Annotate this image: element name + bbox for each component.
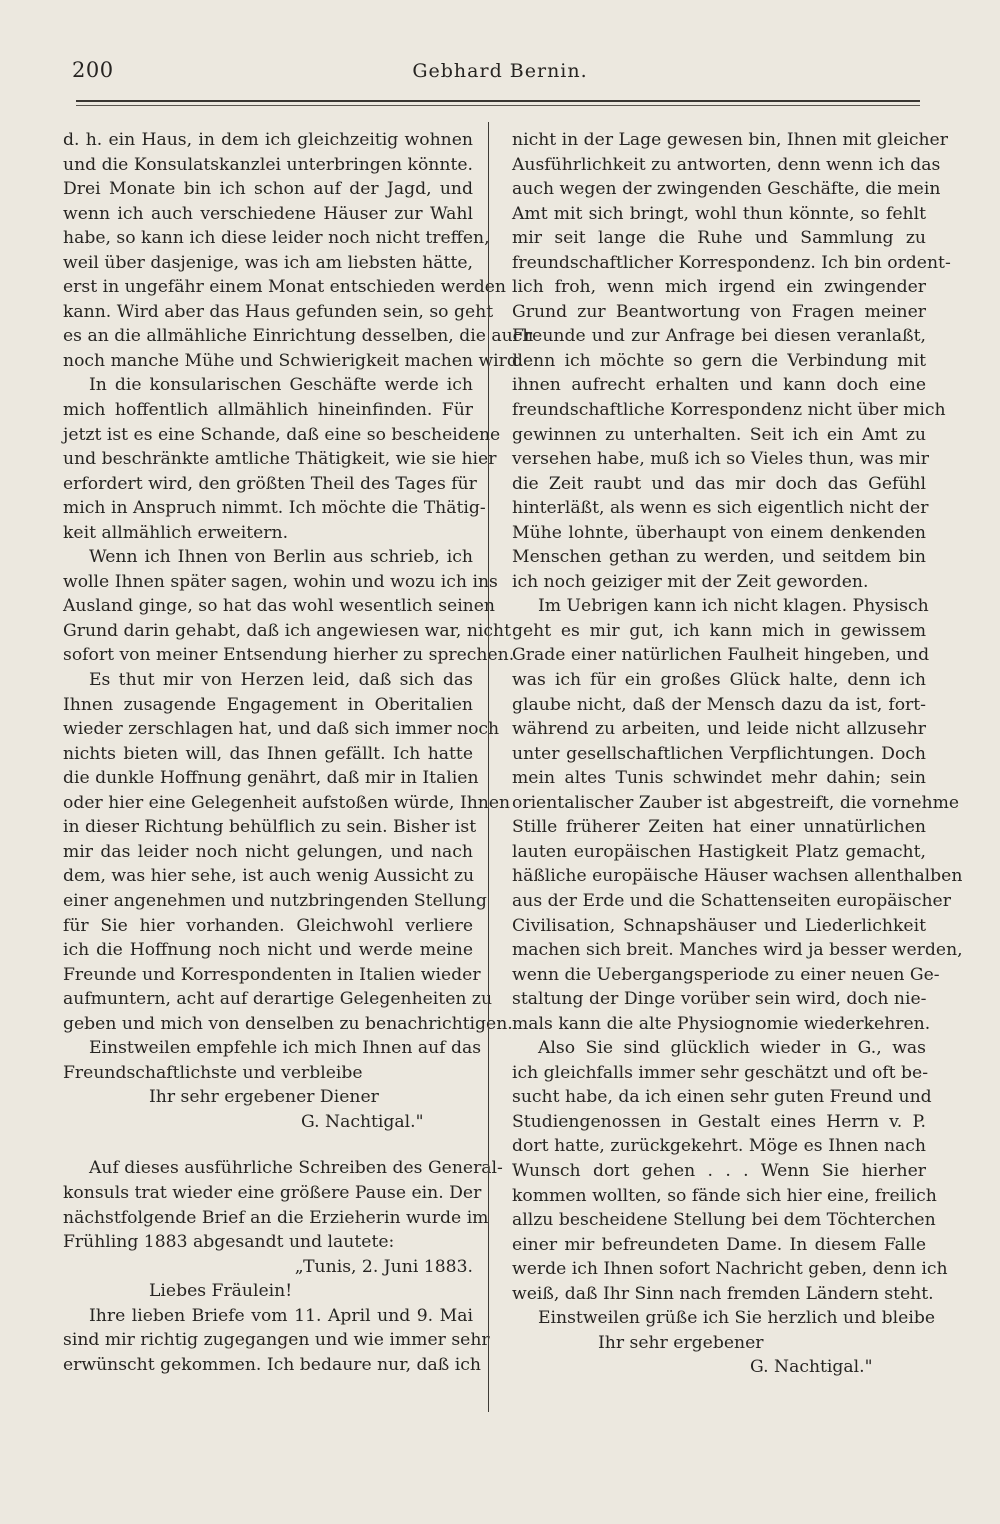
text-line: jetzt ist es eine Schande, daß eine so bescheidene	[63, 424, 501, 445]
text-line: keit allmählich erweitern.	[63, 522, 289, 543]
text-line: Wenn ich Ihnen von Berlin aus schrieb, ich	[89, 547, 473, 568]
text-line: lich froh, wenn mich irgend ein zwingender	[512, 277, 926, 298]
page-header	[72, 58, 928, 94]
text-line: Freunde und zur Anfrage bei diesen veranlaßt,	[512, 326, 926, 347]
text-line: Menschen gethan zu werden, und seitdem bin	[512, 547, 926, 568]
text-line: Freunde und Korrespondenten in Italien wieder	[63, 964, 481, 985]
text-line: noch manche Mühe und Schwierigkeit machen wird.	[63, 350, 524, 371]
text-line: einer mir befreundeten Dame. In diesem Falle	[512, 1234, 926, 1255]
text-line: gewinnen zu unterhalten. Seit ich ein Amt zu	[512, 424, 926, 445]
text-line: mals kann die alte Physiognomie wiederkehren.	[512, 1013, 931, 1034]
text-line: mein altes Tunis schwindet mehr dahin; sein	[512, 768, 926, 789]
text-line: ich noch geiziger mit der Zeit geworden.	[512, 571, 869, 592]
text-line: Grund zur Beantwortung von Fragen meiner	[512, 301, 926, 322]
text-line: denn ich möchte so gern die Verbindung mit	[512, 350, 926, 371]
text-line: nicht in der Lage gewesen bin, Ihnen mit gleicher	[512, 130, 948, 150]
text-line: ich gleichfalls immer sehr geschätzt und oft be-	[512, 1062, 929, 1083]
text-line: G. Nachtigal."	[301, 1111, 424, 1132]
text-line: wieder zerschlagen hat, und daß sich immer noch	[63, 719, 500, 740]
text-line: und die Konsulatskanzlei unterbringen könnte.	[63, 154, 473, 175]
text-line: Ihnen zusagende Engagement in Oberitalien	[63, 694, 473, 715]
text-line: orientalischer Zauber ist abgestreift, die vornehme	[512, 792, 960, 813]
text-line: Grade einer natürlichen Faulheit hingeben, und	[512, 645, 930, 666]
text-line: Ihr sehr ergebener Diener	[149, 1087, 379, 1108]
text-line: unter gesellschaftlichen Verpflichtungen. Doch	[512, 743, 926, 764]
text-line: Ihre lieben Briefe vom 11. April und 9. Mai	[89, 1305, 473, 1326]
text-line: Also Sie sind glücklich wieder in G., was	[538, 1038, 926, 1059]
text-line: aufmuntern, acht auf derartige Gelegenheiten zu	[63, 989, 493, 1010]
text-line: geht es mir gut, ich kann mich in gewissem	[512, 620, 926, 641]
text-line: Freundschaftlichste und verbleibe	[63, 1062, 363, 1083]
text-line: und beschränkte amtliche Thätigkeit, wie sie hier	[63, 449, 497, 470]
text-line: machen sich breit. Manches wird ja besser werden,	[512, 940, 963, 961]
text-line: die Zeit raubt und das mir doch das Gefühl	[512, 473, 926, 494]
text-line: für Sie hier vorhanden. Gleichwohl verliere	[63, 915, 473, 936]
text-line: freundschaftliche Korrespondenz nicht über mich	[512, 400, 946, 421]
page-number: 200	[72, 58, 114, 82]
text-line: In die konsularischen Geschäfte werde ich	[89, 375, 473, 396]
text-line: d. h. ein Haus, in dem ich gleichzeitig wohnen	[63, 130, 473, 150]
text-line: kann. Wird aber das Haus gefunden sein, so geht	[63, 301, 494, 322]
text-line: Mühe lohnte, überhaupt von einem denkenden	[512, 522, 926, 543]
text-line: sind mir richtig zugegangen und wie immer sehr	[63, 1330, 490, 1351]
text-line: Einstweilen grüße ich Sie herzlich und bleibe	[538, 1308, 935, 1329]
text-line: während zu arbeiten, und leide nicht allzusehr	[512, 719, 926, 740]
column-divider	[488, 122, 489, 1412]
text-line: die dunkle Hoffnung genährt, daß mir in Italien	[63, 768, 479, 789]
text-line: erfordert wird, den größten Theil des Tages für	[63, 473, 477, 494]
text-line: kommen wollten, so fände sich hier eine, freilich	[512, 1185, 937, 1206]
text-line: Stille früherer Zeiten hat einer unnatürlichen	[512, 817, 926, 838]
text-line: werde ich Ihnen sofort Nachricht geben, denn ich	[512, 1259, 948, 1280]
text-line: Liebes Fräulein!	[149, 1281, 293, 1302]
header-rule	[76, 100, 920, 102]
text-line: was ich für ein großes Glück halte, denn ich	[512, 670, 926, 691]
text-line: ihnen aufrecht erhalten und kann doch eine	[512, 375, 926, 396]
text-line: sucht habe, da ich einen sehr guten Freund und	[512, 1087, 932, 1108]
text-line: Frühling 1883 abgesandt und lautete:	[63, 1232, 395, 1253]
text-line: dem, was hier sehe, ist auch wenig Aussicht zu	[63, 866, 475, 887]
text-line: hinterläßt, als wenn es sich eigentlich nicht der	[512, 498, 929, 519]
text-line: erst in ungefähr einem Monat entschieden werden	[63, 277, 506, 298]
text-line: versehen habe, muß ich so Vieles thun, was mir	[512, 449, 929, 470]
left-column	[63, 128, 534, 1418]
text-line: auch wegen der zwingenden Geschäfte, die mein	[512, 179, 941, 200]
text-line: nichts bieten will, das Ihnen gefällt. Ich hatte	[63, 743, 473, 764]
text-line: wolle Ihnen später sagen, wohin und wozu ich ins	[63, 571, 498, 592]
text-line: glaube nicht, daß der Mensch dazu da ist, fort-	[512, 694, 926, 715]
text-line: erwünscht gekommen. Ich bedaure nur, daß ich	[63, 1354, 481, 1375]
right-column	[512, 128, 963, 1418]
text-line: weil über dasjenige, was ich am liebsten hätte,	[63, 252, 473, 273]
text-line: geben und mich von denselben zu benachrichtigen.	[63, 1013, 513, 1034]
text-line: dort hatte, zurückgekehrt. Möge es Ihnen nach	[512, 1136, 926, 1157]
text-line: Es thut mir von Herzen leid, daß sich das	[89, 670, 473, 691]
text-line: G. Nachtigal."	[750, 1357, 873, 1378]
text-line: Wunsch dort gehen . . . Wenn Sie hierher	[512, 1160, 926, 1181]
text-line: wenn die Uebergangsperiode zu einer neuen Ge-	[512, 964, 940, 985]
text-line: ich die Hoffnung noch nicht und werde meine	[63, 940, 473, 961]
text-line: „Tunis, 2. Juni 1883.	[294, 1256, 473, 1277]
text-line: mir seit lange die Ruhe und Sammlung zu	[512, 228, 926, 249]
text-line: weiß, daß Ihr Sinn nach fremden Ländern steht.	[512, 1283, 934, 1304]
text-line: mich in Anspruch nimmt. Ich möchte die Thätig-	[63, 498, 486, 519]
text-line: freundschaftlicher Korrespondenz. Ich bin ordent-	[512, 252, 951, 273]
header-rule-thin	[76, 105, 920, 106]
text-line: Amt mit sich bringt, wohl thun könnte, so fehlt	[512, 203, 926, 224]
text-line: aus der Erde und die Schattenseiten europäischer	[512, 890, 951, 911]
text-line: nächstfolgende Brief an die Erzieherin wurde im	[63, 1207, 489, 1228]
text-line: einer angenehmen und nutzbringenden Stellung	[63, 890, 487, 911]
text-line: Auf dieses ausführliche Schreiben des General-	[89, 1158, 503, 1179]
text-line: häßliche europäische Häuser wachsen allenthalben	[512, 866, 963, 887]
text-line: wenn ich auch verschiedene Häuser zur Wahl	[63, 203, 473, 224]
text-line: allzu bescheidene Stellung bei dem Töchterchen	[512, 1210, 936, 1231]
text-line: Civilisation, Schnapshäuser und Liederlichkeit	[512, 915, 926, 936]
text-line: mir das leider noch nicht gelungen, und nach	[63, 841, 473, 862]
text-line: lauten europäischen Hastigkeit Platz gemacht,	[512, 841, 926, 862]
text-line: habe, so kann ich diese leider noch nicht treffen,	[63, 228, 490, 249]
text-line: Im Uebrigen kann ich nicht klagen. Physisch	[538, 596, 929, 617]
text-line: es an die allmähliche Einrichtung desselben, die auch	[63, 326, 534, 347]
text-line: Einstweilen empfehle ich mich Ihnen auf das	[89, 1038, 482, 1059]
text-line: in dieser Richtung behülflich zu sein. Bisher ist	[63, 817, 477, 838]
text-line: Ausland ginge, so hat das wohl wesentlich seinen	[63, 596, 495, 617]
text-line: Drei Monate bin ich schon auf der Jagd, und	[63, 179, 473, 200]
text-line: konsuls trat wieder eine größere Pause ein. Der	[63, 1182, 482, 1203]
text-line: Grund darin gehabt, daß ich angewiesen war, nicht	[63, 620, 511, 641]
text-line: Ihr sehr ergebener	[598, 1332, 764, 1353]
running-head: Gebhard Bernin.	[412, 60, 588, 82]
text-line: Studiengenossen in Gestalt eines Herrn v. P.	[512, 1111, 926, 1132]
text-line: staltung der Dinge vorüber sein wird, doch nie-	[512, 989, 927, 1010]
text-line: sofort von meiner Entsendung hierher zu sprechen.	[63, 645, 515, 666]
text-line: mich hoffentlich allmählich hineinfinden. Für	[63, 400, 473, 421]
text-line: oder hier eine Gelegenheit aufstoßen würde, Ihnen	[63, 792, 511, 813]
text-line: Ausführlichkeit zu antworten, denn wenn ich das	[512, 154, 941, 175]
